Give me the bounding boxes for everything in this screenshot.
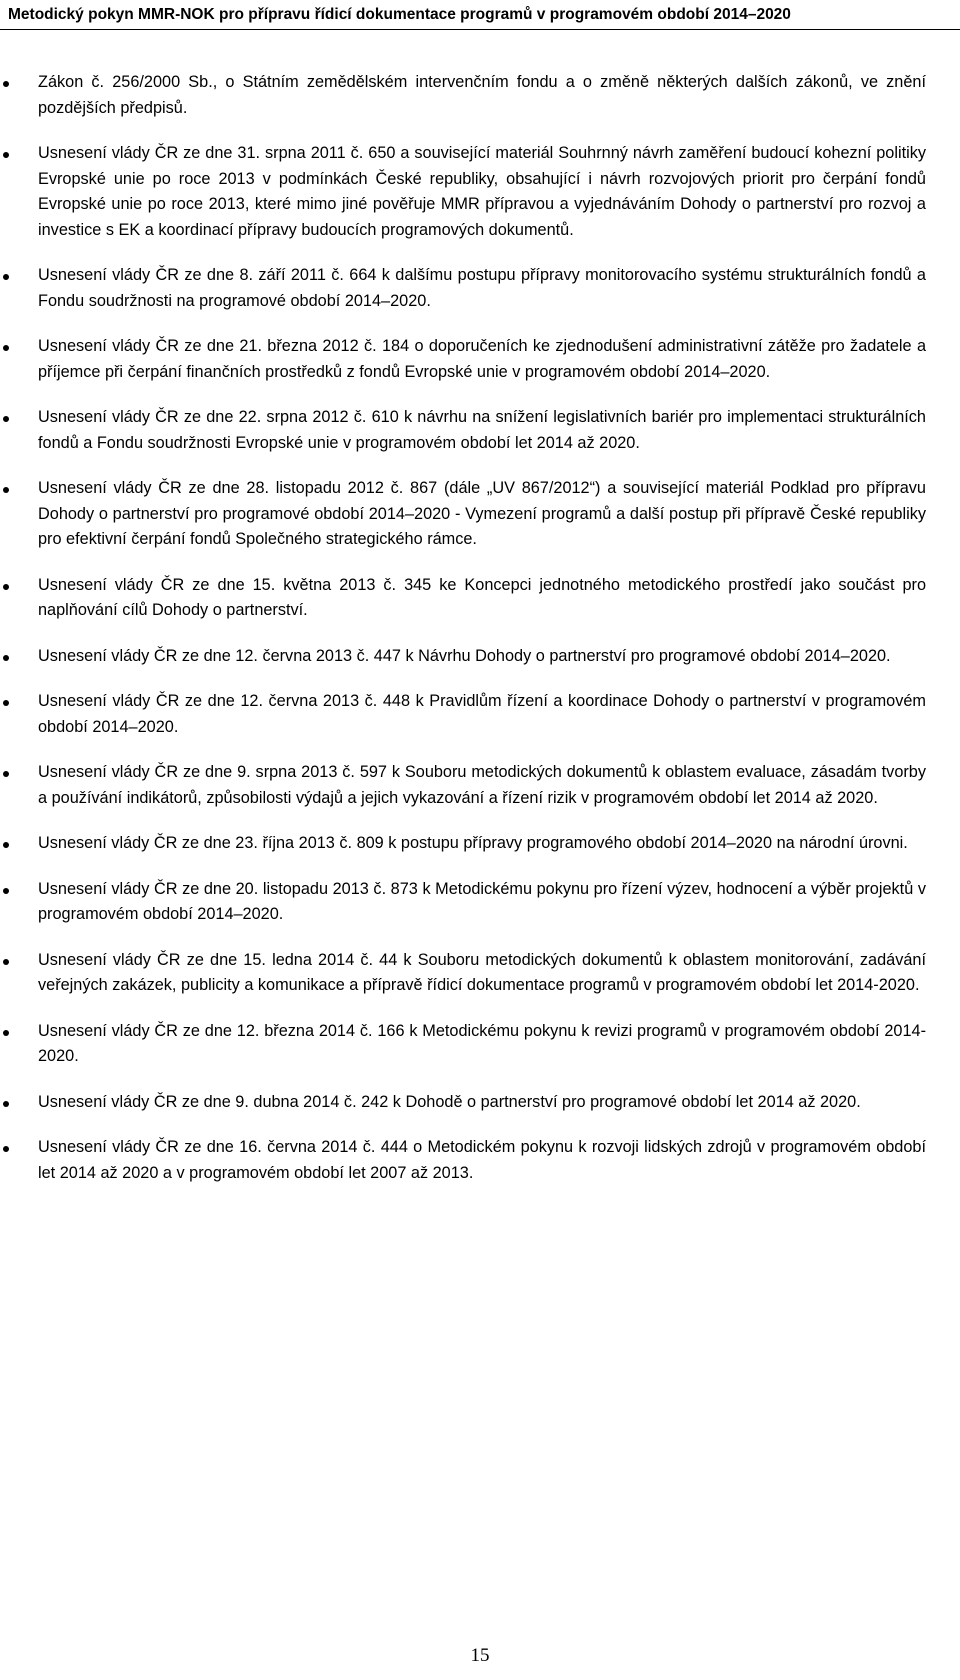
list-item-text: Usnesení vlády ČR ze dne 22. srpna 2012 č. 610 k návrhu na snížení legislativních bariér pro implementaci strukturálních fondů a Fondu soudržnosti Evropské unie v programovém období let 2014 až 2020. xyxy=(38,408,926,452)
bullet-icon xyxy=(3,771,9,777)
list-item xyxy=(0,141,960,243)
list-item-text: Usnesení vlády ČR ze dne 8. září 2011 č. 664 k dalšímu postupu přípravy monitorovacího systému strukturálních fondů a Fondu soudržnosti na programové období 2014–2020. xyxy=(38,266,926,310)
list-item xyxy=(0,760,960,811)
list-item xyxy=(0,1135,960,1186)
bullet-icon xyxy=(3,81,9,87)
page-header: Metodický pokyn MMR-NOK pro přípravu řídicí dokumentace programů v programovém období 2014–2020 xyxy=(0,0,960,30)
list-item xyxy=(0,1090,960,1116)
list-item-text: Usnesení vlády ČR ze dne 16. června 2014 č. 444 o Metodickém pokynu k rozvoji lidských zdrojů v programovém období let 2014 až 2020 a v programovém období let 2007 až 2013. xyxy=(38,1138,926,1182)
list-item xyxy=(0,70,960,121)
bullet-icon xyxy=(3,274,9,280)
bullet-icon xyxy=(3,888,9,894)
list-item xyxy=(0,877,960,928)
bullet-icon xyxy=(3,487,9,493)
bullet-icon xyxy=(3,959,9,965)
list-item-text: Usnesení vlády ČR ze dne 12. června 2013 č. 447 k Návrhu Dohody o partnerství pro programové období 2014–2020. xyxy=(38,646,891,665)
list-item-text: Usnesení vlády ČR ze dne 20. listopadu 2013 č. 873 k Metodickému pokynu pro řízení výzev, hodnocení a výběr projektů v programovém období 2014–2020. xyxy=(38,879,926,923)
bullet-icon xyxy=(3,584,9,590)
list-item-text: Usnesení vlády ČR ze dne 12. března 2014 č. 166 k Metodickému pokynu k revizi programů v programovém období 2014-2020. xyxy=(38,1021,926,1065)
list-item-text: Usnesení vlády ČR ze dne 9. dubna 2014 č. 242 k Dohodě o partnerství pro programové období let 2014 až 2020. xyxy=(38,1092,861,1111)
list-item xyxy=(0,831,960,857)
list-item xyxy=(0,263,960,314)
bullet-icon xyxy=(3,345,9,351)
list-item xyxy=(0,689,960,740)
bullet-icon xyxy=(3,152,9,158)
list-item xyxy=(0,644,960,670)
list-item-text: Usnesení vlády ČR ze dne 15. května 2013 č. 345 ke Koncepci jednotného metodického prostředí jako součást pro naplňování cílů Dohody o partnerství. xyxy=(38,575,926,619)
page-number: 15 xyxy=(470,1645,490,1666)
list-item-text: Usnesení vlády ČR ze dne 9. srpna 2013 č. 597 k Souboru metodických dokumentů k oblastem evaluace, zásadám tvorby a používání indikátorů, způsobilosti výdajů a jejich vykazování a řízení rizik v programovém období let 2014 až 2020. xyxy=(38,763,926,807)
bullet-icon xyxy=(3,655,9,661)
list-item-text: Zákon č. 256/2000 Sb., o Státním zemědělském intervenčním fondu a o změně některých dalších zákonů, ve znění pozdějších předpisů. xyxy=(38,73,926,117)
list-item xyxy=(0,573,960,624)
list-item-text: Usnesení vlády ČR ze dne 12. června 2013 č. 448 k Pravidlům řízení a koordinace Dohody o partnerství v programovém období 2014–2020. xyxy=(38,692,926,736)
list-item xyxy=(0,948,960,999)
list-item-text: Usnesení vlády ČR ze dne 15. ledna 2014 č. 44 k Souboru metodických dokumentů k oblastem monitorování, zadávání veřejných zakázek, publicity a komunikace a přípravě řídicí dokumentace programů v programovém období let 2014-2020. xyxy=(38,950,926,994)
list-item xyxy=(0,476,960,553)
list-item-text: Usnesení vlády ČR ze dne 23. října 2013 č. 809 k postupu přípravy programového období 2014–2020 na národní úrovni. xyxy=(38,834,908,852)
list-item-text: Usnesení vlády ČR ze dne 28. listopadu 2012 č. 867 (dále „UV 867/2012“) a související materiál Podklad pro přípravu Dohody o partnerství pro programové období 2014–2020 - Vymezení programů a další postup při přípravě České republiky pro efektivní čerpání fondů Společného strategického rámce. xyxy=(38,479,926,548)
list-item xyxy=(0,405,960,456)
list-item-text: Usnesení vlády ČR ze dne 21. března 2012 č. 184 o doporučeních ke zjednodušení administrativní zátěže pro žadatele a příjemce při čerpání finančních prostředků z fondů Evropské unie v programovém období 2014–2020. xyxy=(38,337,926,381)
list-item-text: Usnesení vlády ČR ze dne 31. srpna 2011 č. 650 a související materiál Souhrnný návrh zaměření budoucí kohezní politiky Evropské unie po roce 2013 v podmínkách České republiky, obsahující i návrh rozvojových priorit pro čerpání fondů Evropské unie po roce 2013, které mimo jiné pověřuje MMR přípravou a vyjednáváním Dohody o partnerství pro rozvoj a investice s EK a koordinací přípravy budoucích programových dokumentů. xyxy=(38,144,926,239)
bullet-icon xyxy=(3,1146,9,1152)
bullet-icon xyxy=(3,1101,9,1107)
bullet-icon xyxy=(3,1030,9,1036)
legislation-list xyxy=(0,70,960,1206)
bullet-icon xyxy=(3,700,9,706)
list-item xyxy=(0,1019,960,1070)
bullet-icon xyxy=(3,842,9,848)
bullet-icon xyxy=(3,416,9,422)
list-item xyxy=(0,334,960,385)
